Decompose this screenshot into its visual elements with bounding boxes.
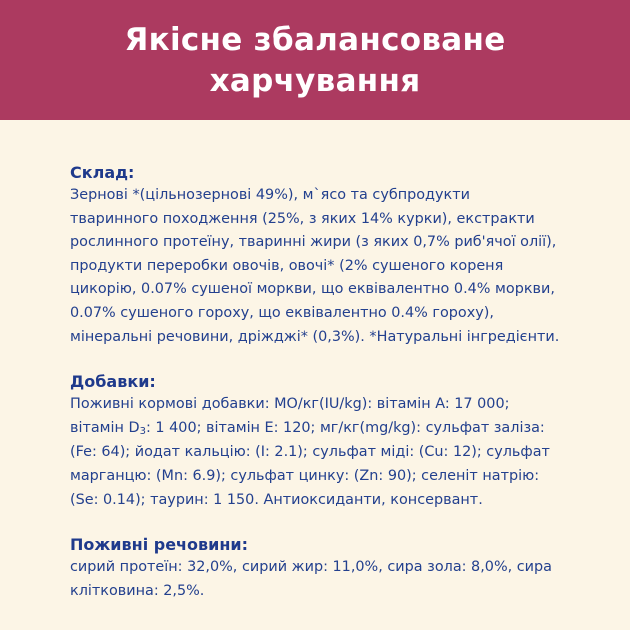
header-banner	[0, 0, 630, 120]
section-additives	[70, 371, 560, 512]
main-content	[0, 120, 560, 603]
section-body-nutrients: сирий протеїн: 32,0%, сирий жир: 11,0%, сира зола: 8,0%, сира клітковина: 2,5%.	[70, 559, 552, 599]
section-body-additives	[70, 393, 560, 512]
section-heading-nutrients: Поживні речовини:	[70, 535, 249, 555]
section-heading-composition: Склад:	[70, 163, 135, 182]
section-body-composition: Зернові *(цільнозернові 49%), м`ясо та субпродукти тваринного походження (25%, з яких 14% курки), екстракти рослинного протеїну, тваринні жири (з яких 0,7% риб'ячої олії), продукти переробки овочів, овочі* (2% сушеного кореня цикорію, 0.07% сушеної моркви, що еквівалентно 0.4% моркви, 0.07% сушеного гороху, що еквівалентно 0.4% гороху), мінеральні речовини, дріжджі* (0,3%). *Натуральні інгредієнти.	[70, 187, 560, 345]
section-heading-additives: Добавки:	[70, 372, 156, 392]
page-title: Якісне збалансоване харчування	[124, 22, 506, 99]
section-composition	[70, 162, 560, 349]
vitamin-d-subscript: 3	[139, 425, 146, 437]
additives-text-start: Поживні кормові добавки: МО/кг(IU/kg): вітамін A: 17 000; вітамін D	[70, 396, 510, 436]
additives-text-end: : 1 400; вітамін E: 120; мг/кг(mg/kg): сульфат заліза: (Fe: 64); йодат кальцію: (I: 2.1); сульфат міді: (Cu: 12); сульфат марганцю: (Mn: 6.9); сульфат цинку: (Zn: 90); селеніт натрію: (Se: 0.14); таурин: 1 150. Антиоксиданти, консервант.	[70, 419, 550, 508]
section-nutrients	[70, 534, 560, 603]
